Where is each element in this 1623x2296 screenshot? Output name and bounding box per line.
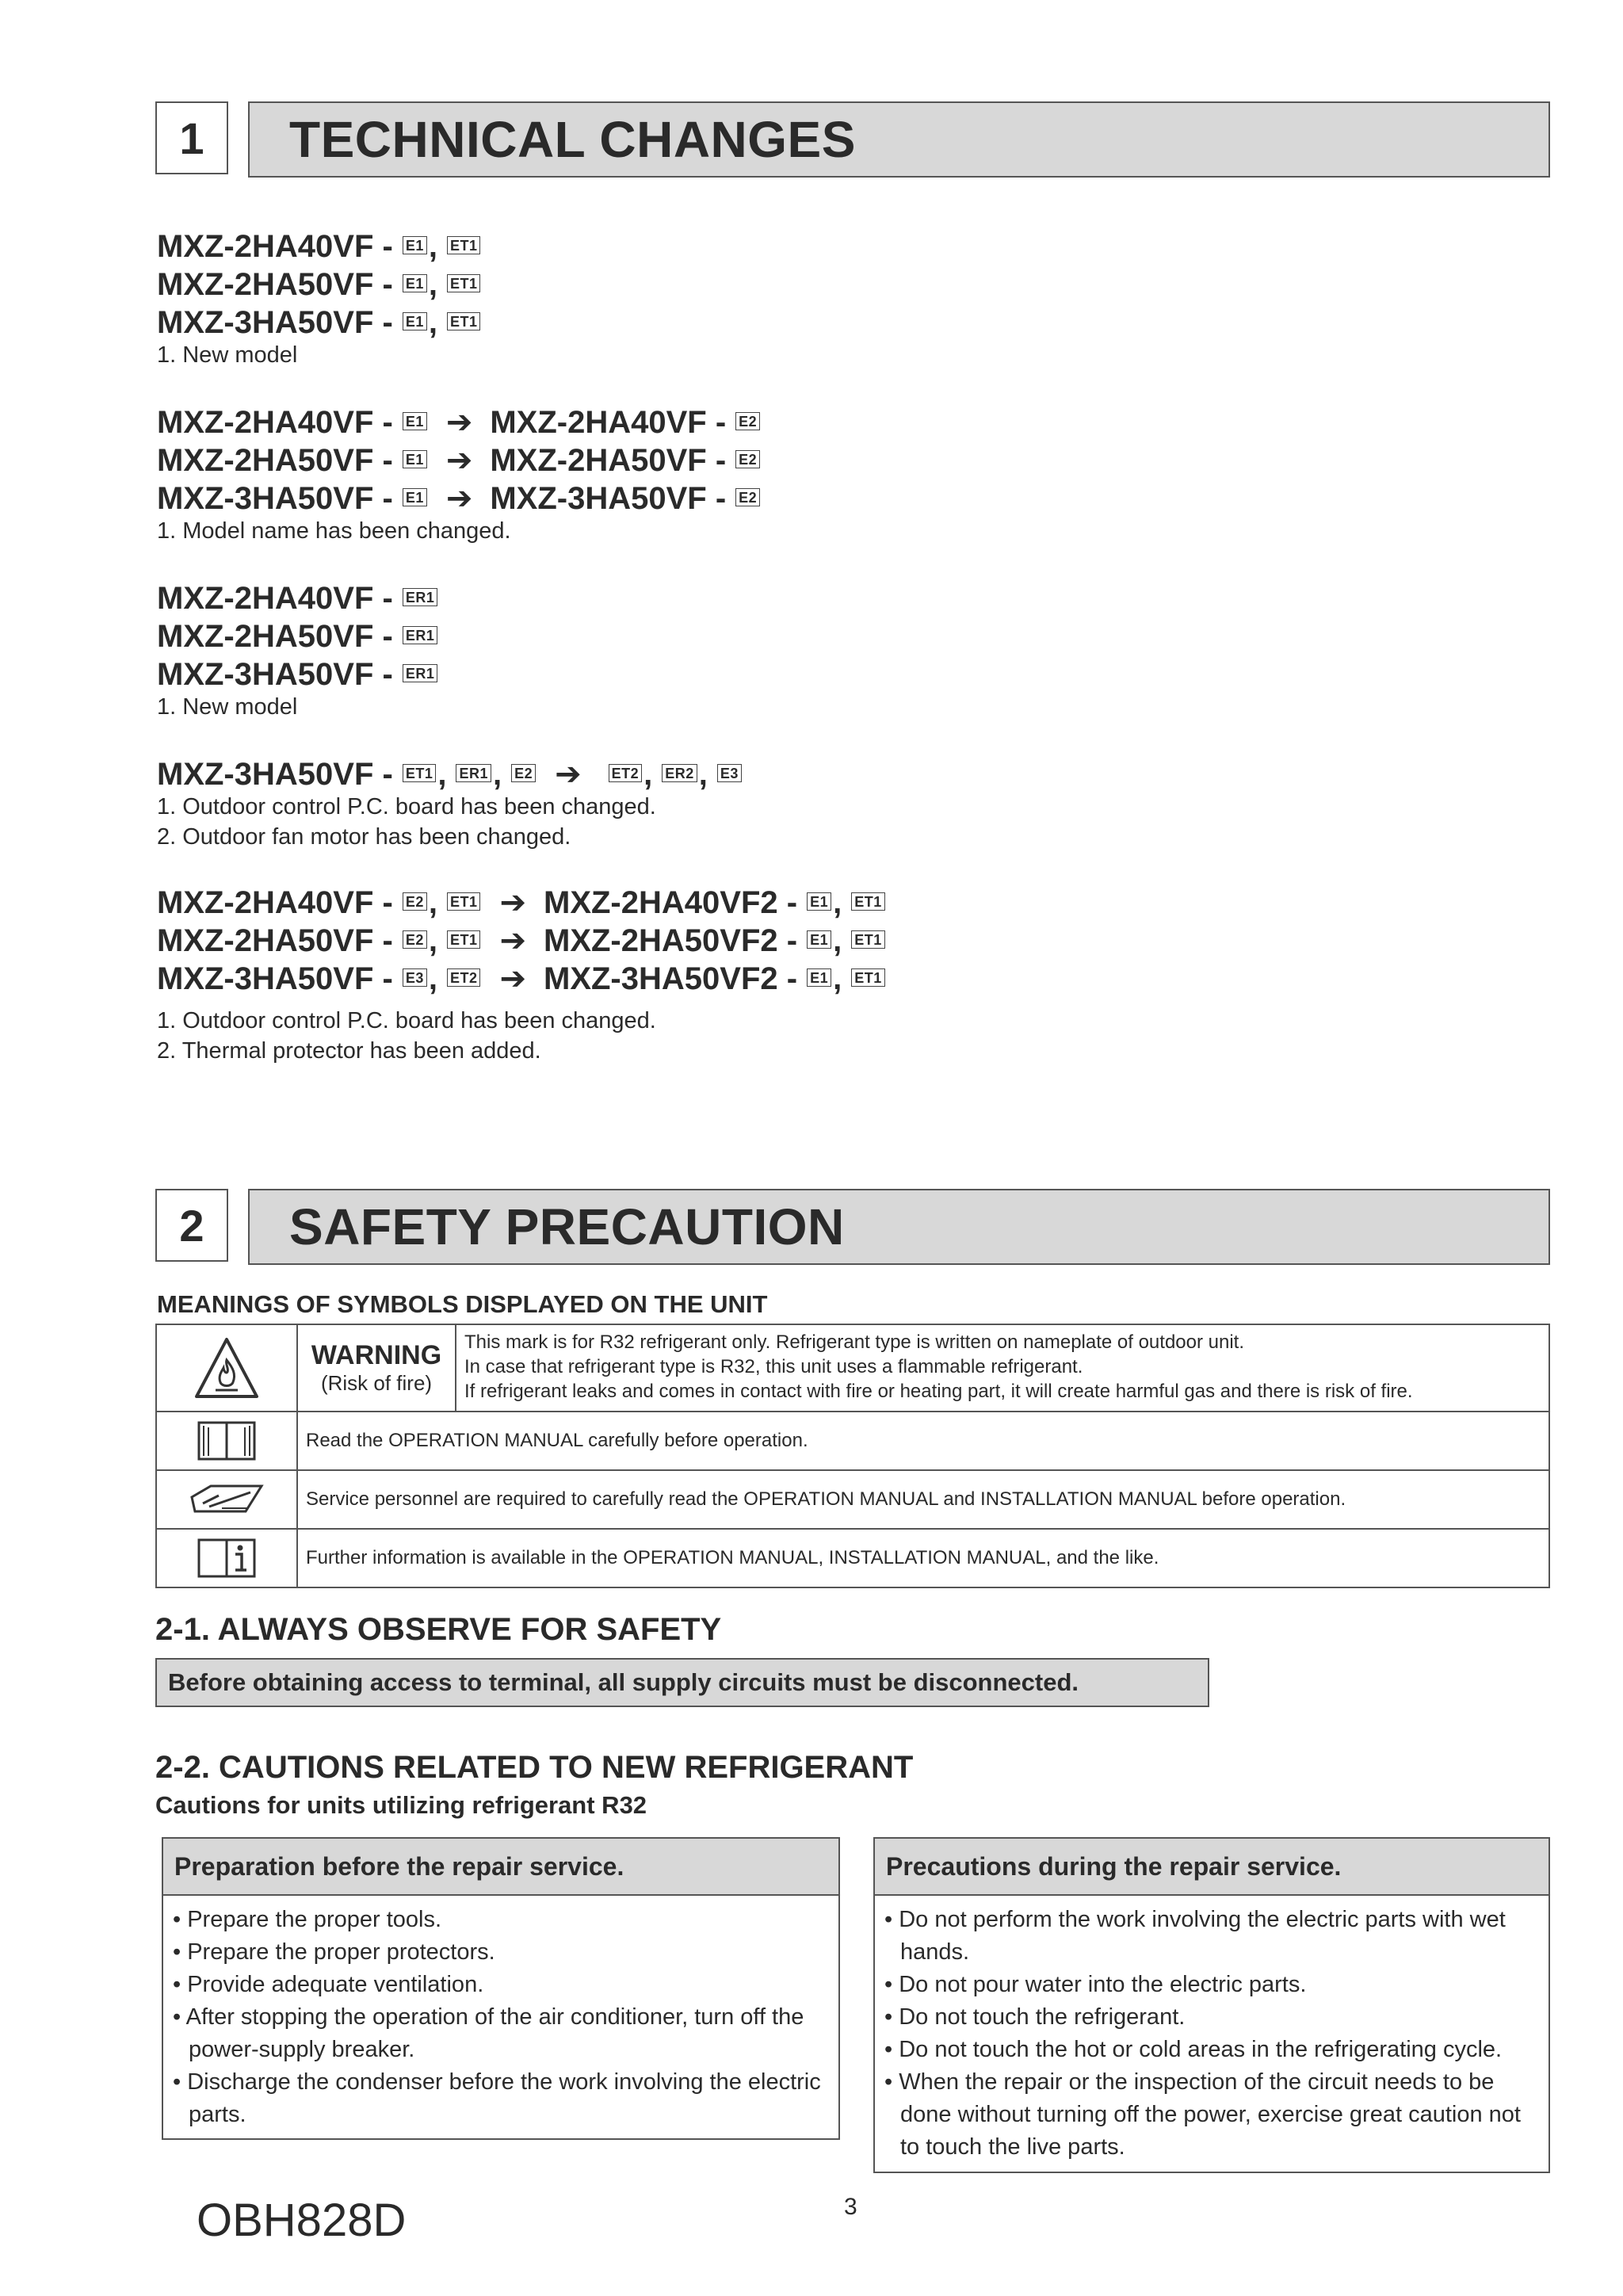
change-note: 1. Model name has been changed. <box>157 518 511 544</box>
version-tag: E2 <box>403 930 427 949</box>
version-tag: E1 <box>403 450 427 468</box>
version-tag: ER2 <box>662 764 697 782</box>
separator: , <box>428 266 437 302</box>
version-tag: E1 <box>403 488 427 506</box>
warning-label-cell <box>298 1325 456 1411</box>
arrow-icon: ➔ <box>499 961 526 996</box>
symbol-text: Read the OPERATION MANUAL carefully before operation. <box>306 1430 808 1451</box>
flammable-warning-icon <box>157 1325 298 1411</box>
model-line <box>157 884 887 921</box>
version-tag: ET1 <box>851 968 885 987</box>
version-tag: E2 <box>735 488 760 506</box>
separator: , <box>428 228 437 264</box>
warning-text <box>456 1325 1421 1411</box>
version-tag: E1 <box>403 274 427 292</box>
change-note: 2. Outdoor fan motor has been changed. <box>157 824 571 850</box>
preparation-box <box>162 1837 840 2140</box>
version-tag: ET1 <box>447 274 481 292</box>
separator: , <box>698 756 708 792</box>
section-1-title: TECHNICAL CHANGES <box>248 101 1550 178</box>
version-tag: E1 <box>807 930 831 949</box>
change-note: 1. New model <box>157 694 298 720</box>
arrow-icon: ➔ <box>555 757 582 792</box>
info-book-icon <box>157 1530 298 1587</box>
model-line <box>157 266 482 303</box>
model-name: MXZ-2HA40VF2 - <box>544 884 798 920</box>
model-name: MXZ-2HA50VF - <box>490 442 727 478</box>
warning-line: In case that refrigerant type is R32, this unit uses a flammable refrigerant. <box>464 1356 1083 1377</box>
list-item: • Provide adequate ventilation. <box>173 1972 484 1997</box>
model-name: MXZ-2HA40VF - <box>490 404 727 440</box>
model-name: MXZ-3HA50VF - <box>157 756 393 792</box>
model-line <box>157 442 762 479</box>
model-name: MXZ-3HA50VF - <box>490 480 727 516</box>
version-tag: ET2 <box>609 764 643 782</box>
supply-circuit-notice: Before obtaining access to terminal, all supply circuits must be disconnected. <box>155 1658 1209 1707</box>
model-line <box>157 304 482 341</box>
symbol-row-read-manual <box>157 1411 1549 1469</box>
version-tag: E1 <box>807 968 831 987</box>
version-tag: E2 <box>511 764 536 782</box>
symbol-row-warning <box>157 1325 1549 1411</box>
model-name: MXZ-2HA50VF - <box>157 442 393 478</box>
symbol-text: Service personnel are required to carefully read the OPERATION MANUAL and INSTALLATION MANUAL before operation. <box>306 1488 1346 1510</box>
version-tag: E1 <box>403 312 427 330</box>
separator: , <box>428 304 437 340</box>
section-2-2-subtitle: Cautions for units utilizing refrigerant R32 <box>155 1791 647 1819</box>
version-tag: ET1 <box>447 892 481 911</box>
version-tag: E3 <box>717 764 742 782</box>
separator: , <box>437 756 447 792</box>
list-item: • Do not touch the hot or cold areas in the refrigerating cycle. <box>884 2037 1503 2062</box>
model-name: MXZ-2HA50VF - <box>157 923 393 958</box>
model-line <box>157 580 439 617</box>
separator: , <box>428 923 437 958</box>
model-line <box>157 923 887 959</box>
version-tag: ET1 <box>447 236 481 254</box>
symbols-title: MEANINGS OF SYMBOLS DISPLAYED ON THE UNIT <box>157 1290 768 1318</box>
warning-line: This mark is for R32 refrigerant only. Refrigerant type is written on nameplate of outdoor unit. <box>464 1331 1245 1353</box>
change-note: 1. Outdoor control P.C. board has been changed. <box>157 1008 656 1033</box>
arrow-icon: ➔ <box>445 405 473 440</box>
section-1-number: 1 <box>155 101 228 174</box>
change-note: 1. New model <box>157 342 298 368</box>
version-tag: E2 <box>403 892 427 911</box>
list-item: • Discharge the condenser before the work involving the electric parts. <box>173 2069 821 2127</box>
precautions-list <box>875 1896 1549 2164</box>
separator: , <box>833 961 842 996</box>
list-item: • Do not perform the work involving the electric parts with wet hands. <box>884 1907 1506 1965</box>
version-tag: ER1 <box>403 664 438 682</box>
list-item: • When the repair or the inspection of the circuit needs to be done without turning off the power, exercise great caution not to touch the live parts. <box>884 2069 1521 2160</box>
separator: , <box>428 961 437 996</box>
arrow-icon: ➔ <box>499 885 526 920</box>
version-tag: E1 <box>403 412 427 430</box>
preparation-list <box>163 1896 838 2131</box>
model-line <box>157 228 482 265</box>
arrow-icon: ➔ <box>499 923 526 958</box>
version-tag: E1 <box>807 892 831 911</box>
model-line <box>157 480 762 517</box>
model-name: MXZ-3HA50VF - <box>157 480 393 516</box>
precautions-box-head: Precautions during the repair service. <box>875 1839 1549 1896</box>
change-note: 1. Outdoor control P.C. board has been changed. <box>157 794 656 819</box>
model-name: MXZ-2HA40VF - <box>157 580 393 616</box>
model-name: MXZ-3HA50VF - <box>157 304 393 340</box>
version-tag: ET1 <box>403 764 437 782</box>
section-2-title: SAFETY PRECAUTION <box>248 1189 1550 1265</box>
arrow-icon: ➔ <box>445 443 473 478</box>
section-2-1-title: 2-1. ALWAYS OBSERVE FOR SAFETY <box>155 1612 722 1647</box>
version-tag: ER1 <box>403 588 438 606</box>
model-name: MXZ-2HA40VF - <box>157 404 393 440</box>
version-tag: E2 <box>735 450 760 468</box>
model-name: MXZ-3HA50VF - <box>157 961 393 996</box>
list-item: • Do not touch the refrigerant. <box>884 2004 1186 2030</box>
separator: , <box>833 884 842 920</box>
symbol-row-info <box>157 1528 1549 1587</box>
warning-line: If refrigerant leaks and comes in contact with fire or heating part, it will create harmful gas and there is risk of fire. <box>464 1381 1413 1402</box>
warning-sublabel: (Risk of fire) <box>320 1371 433 1395</box>
model-name: MXZ-3HA50VF - <box>157 656 393 692</box>
version-tag: E3 <box>403 968 427 987</box>
model-line <box>157 756 743 793</box>
symbol-text: Further information is available in the OPERATION MANUAL, INSTALLATION MANUAL, and the like. <box>306 1547 1159 1568</box>
model-line <box>157 656 439 693</box>
model-name: MXZ-2HA40VF - <box>157 228 393 264</box>
model-line <box>157 961 887 997</box>
separator: , <box>833 923 842 958</box>
page-number: 3 <box>844 2194 857 2220</box>
list-item: • Prepare the proper tools. <box>173 1907 442 1932</box>
version-tag: E2 <box>735 412 760 430</box>
list-item: • After stopping the operation of the air conditioner, turn off the power-supply breaker. <box>173 2004 804 2062</box>
model-name: MXZ-2HA50VF2 - <box>544 923 798 958</box>
book-icon <box>157 1412 298 1469</box>
version-tag: E1 <box>403 236 427 254</box>
version-tag: ER1 <box>403 626 438 644</box>
warning-label: WARNING <box>311 1340 442 1370</box>
version-tag: ET2 <box>447 968 481 987</box>
precautions-box <box>873 1837 1550 2173</box>
model-name: MXZ-2HA50VF - <box>157 618 393 654</box>
separator: , <box>643 756 653 792</box>
list-item: • Do not pour water into the electric parts. <box>884 1972 1307 1997</box>
model-name: MXZ-3HA50VF2 - <box>544 961 798 996</box>
list-item: • Prepare the proper protectors. <box>173 1939 495 1965</box>
version-tag: ET1 <box>447 930 481 949</box>
wrench-book-icon <box>157 1471 298 1528</box>
model-name: MXZ-2HA40VF - <box>157 884 393 920</box>
separator: , <box>428 884 437 920</box>
document-code: OBH828D <box>197 2195 407 2246</box>
preparation-box-head: Preparation before the repair service. <box>163 1839 838 1896</box>
separator: , <box>492 756 502 792</box>
model-line <box>157 618 439 655</box>
change-note: 2. Thermal protector has been added. <box>157 1038 541 1064</box>
symbol-row-service-manual <box>157 1469 1549 1528</box>
version-tag: ET1 <box>447 312 481 330</box>
model-name: MXZ-2HA50VF - <box>157 266 393 302</box>
arrow-icon: ➔ <box>445 481 473 516</box>
version-tag: ET1 <box>851 930 885 949</box>
version-tag: ET1 <box>851 892 885 911</box>
section-2-number: 2 <box>155 1189 228 1262</box>
version-tag: ER1 <box>456 764 491 782</box>
symbols-table <box>155 1324 1550 1588</box>
model-line <box>157 404 762 441</box>
section-2-2-title: 2-2. CAUTIONS RELATED TO NEW REFRIGERANT <box>155 1750 914 1785</box>
